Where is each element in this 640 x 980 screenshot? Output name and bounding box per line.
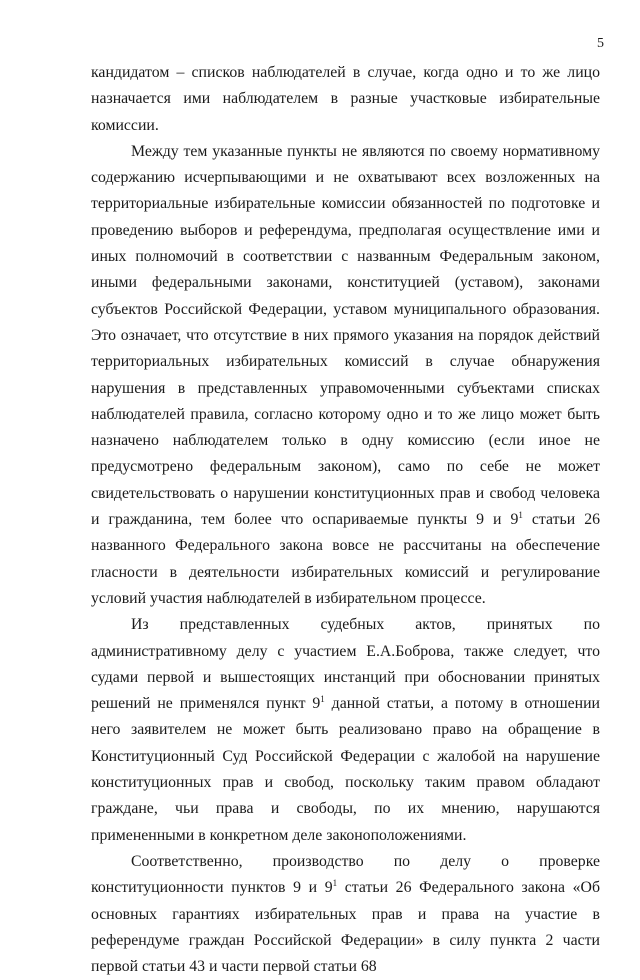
paragraph-1	[91, 60, 600, 139]
superscript: 1	[332, 878, 338, 889]
superscript: 1	[518, 510, 523, 521]
page-number: 5	[597, 36, 604, 51]
paragraph-text: статьи 26 названного Федерального закона вовсе не рассчитаны на обеспечение гласности в деятельности избирательных комиссий и регулирование условий участия наблюдателей в избирательном процессе.	[91, 511, 601, 607]
body-text	[91, 60, 600, 980]
paragraph-2	[91, 139, 600, 612]
paragraph-text: Из представленных судебных актов, принятых по административному делу с участием Е.А.Боброва, также следует, что судами первой и вышестоящих инстанций при обосновании принятых решений не применялся пункт 9	[91, 616, 600, 713]
paragraph-4	[91, 849, 600, 980]
superscript: 1	[320, 694, 325, 705]
paragraph-text: статьи 26 Федерального закона «Об основных гарантиях избирательных прав и права на участие в референдуме граждан Российской Федерации» в силу пункта 2 части первой статьи 43 и части первой статьи 68	[91, 879, 601, 976]
paragraph-text: Соответственно, производство по делу о проверке конституционности пунктов 9 и 9	[91, 852, 600, 897]
paragraph-text: кандидатом – списков наблюдателей в случае, когда одно и то же лицо назначается ими наблюдателем в разные участковые избирательные комиссии.	[91, 64, 600, 134]
paragraph-3	[91, 612, 600, 849]
paragraph-text: Между тем указанные пункты не являются по своему нормативному содержанию исчерпывающими и не охватывают всех возложенных на территориальные избирательные комиссии обязанностей по подготовке и проведению выборов и референдума, предполагая осуществление ими и иных полномочий в соответствии с названным Федеральным законом, иными федеральными законами, конституцией (уставом), законами субъектов Российской Федерации, уставом муниципального образования. Это означает, что отсутствие в них прямого указания на порядок действий территориальных избирательных комиссий в случае обнаружения нарушения в представленных управомоченными субъектами списках наблюдателей правила, согласно которому одно и то же лицо может быть назначено наблюдателем только в одну комиссию (если иное не предусмотрено федеральным законом), само по себе не может свидетельствовать о нарушении конституционных прав и свобод человека и гражданина, тем более что оспариваемые пункты 9 и 9	[91, 142, 600, 529]
paragraph-text: данной статьи, а потому в отношении него заявителем не может быть реализовано право на обращение в Конституционный Суд Российской Федерации с жалобой на нарушение конституционных прав и свобод, поскольку таким правом обладают граждане, чьи права и свободы, по их мнению, нарушаются примененными в конкретном деле законоположениями.	[91, 695, 600, 844]
